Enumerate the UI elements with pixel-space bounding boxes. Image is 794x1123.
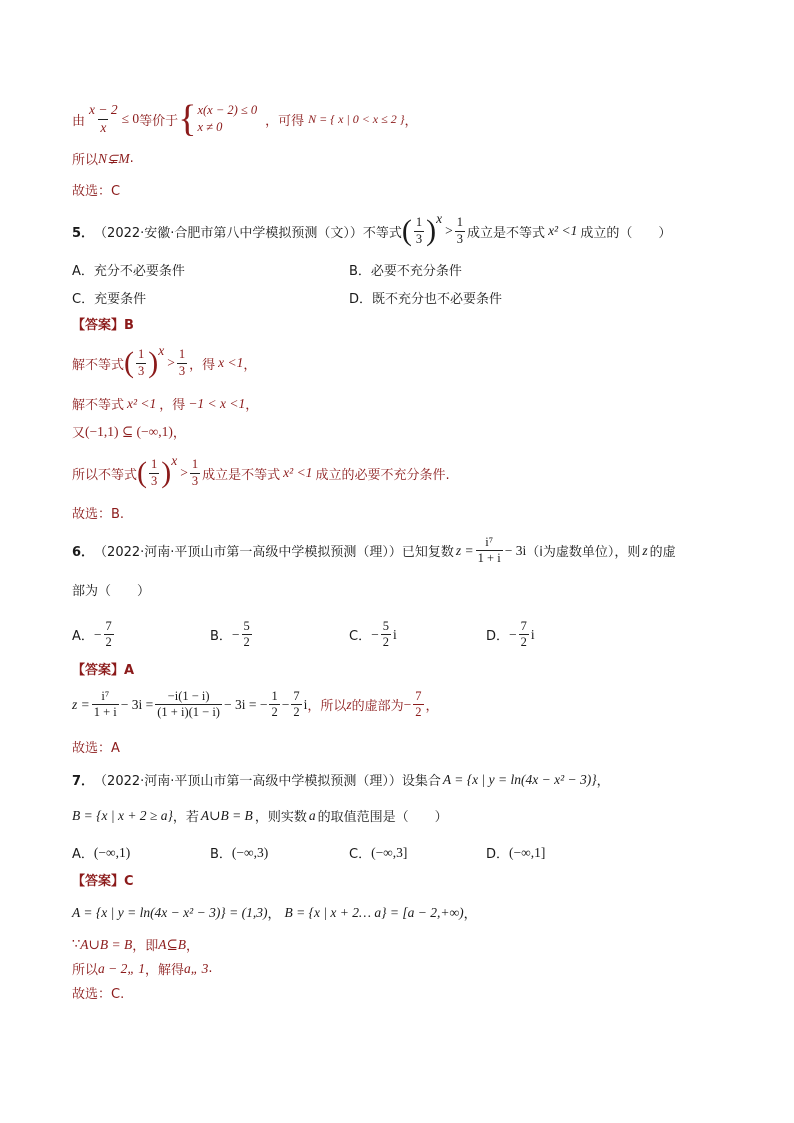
fraction-one-third-rhs: $\frac{1}{3}$ (456, 215, 464, 246)
text-can-get: ，可得 (265, 113, 305, 129)
text-you: 由 (72, 113, 86, 129)
inequality-system (197, 102, 257, 136)
q6-option-b[interactable]: B． − $\frac{5}{2}$ (210, 619, 250, 650)
q6-answer-label: 【答案】A (72, 663, 135, 678)
system-line-2: x ≠ 0 (197, 120, 223, 134)
q5-solution-line-2: 解不等式 x² <1 ，得 −1 < x <1 ， (72, 395, 259, 413)
q5-option-c[interactable]: C．充要条件 (72, 292, 147, 307)
relation-le-zero: ≤ 0 (121, 111, 140, 126)
question-source: （2022·安徽·合肥市第八中学模拟预测（文）） (94, 225, 363, 241)
inequality-x-squared: x² <1 (548, 223, 578, 238)
q6-option-a[interactable]: A． − $\frac{7}{2}$ (72, 619, 112, 650)
question-7-stem: 7． （2022·河南·平顶山市第一高级中学模拟预测（理）） 设集合 A = {x | y = ln(4x − x² − 3)} ， (72, 771, 610, 789)
q7-answer-label: 【答案】C (72, 874, 134, 889)
q5-final-choice: 故选：B. (72, 507, 125, 522)
final-choice-c: 故选：C (72, 184, 121, 199)
question-number: 6． (72, 545, 95, 561)
set-a-definition: A = {x | y = ln(4x − x² − 3)} (442, 771, 597, 787)
set-n: N = { x | 0 < x ≤ 2 } (308, 111, 405, 126)
fraction-x-minus-2-over-x: $\frac{x - 2}{x}$ (89, 102, 118, 135)
n-subset-m: N⊊M (98, 150, 130, 166)
question-source: （2022·河南·平顶山市第一高级中学模拟预测（理）） (94, 774, 402, 789)
q7-solution-line-2: ∵ A∪B = B ，即 A⊆B ， (72, 936, 200, 954)
q7-option-d[interactable]: D． (−∞,1] (486, 844, 546, 862)
q7-option-b[interactable]: B． (−∞,3) (210, 844, 269, 862)
question-number: 7． (72, 774, 95, 789)
q6-solution-line: z = $\frac{\text{i⁷}}{1 + i}$ − 3i = $\frac{-i(1 - i)}{(1 + i)(1 - i)}$ − 3i = − $\frac{1}{2}$ − $\frac{7}{2}$ i ，所以 z 的虚部为 − $\frac{7}{2}$ ， (72, 689, 439, 720)
text-equivalent: 等价于 (139, 113, 179, 129)
q5-solution-line-3: 又 (−1,1) ⊆ (−∞,1) ， (72, 423, 186, 441)
q7-solution-line-1: A = {x | y = ln(4x − x² − 3)} = (1,3) ， B = {x | x + 2… a} = [a − 2,+∞) ， (72, 904, 477, 922)
q7-option-c[interactable]: C． (−∞,3] (349, 844, 408, 862)
set-b-definition: B = {x | x + 2 ≥ a} (72, 807, 173, 823)
q7-solution-line-3: 所以 a − 2„ 1 ，解得 a„ 3 . (72, 960, 213, 978)
q5-solution-line-4: 所以不等式 ( $\frac{1}{3}$ ) $^x$ > $\frac{1}{3}$ 成立是不等式 x² <1 成立的必要不充分条件. (72, 453, 450, 489)
solution-line-equivalence: 由 $\frac{x - 2}{x}$ ≤ 0 等价于 { x(x − 2) ≤ 0 x ≠ 0 ，可得 N = { x | 0 < x ≤ 2 } ， (72, 98, 418, 140)
q7-final-choice: 故选：C. (72, 987, 125, 1002)
q6-option-c[interactable]: C． − $\frac{5}{2}$ i (349, 619, 397, 650)
fraction-one-third: $\frac{1}{3}$ (415, 215, 423, 246)
system-line-1: x(x − 2) ≤ 0 (197, 103, 258, 118)
question-6-stem-cont: 部为（ ） (72, 584, 151, 599)
q5-answer-label: 【答案】B (72, 318, 134, 333)
question-number: 5． (72, 225, 95, 241)
q5-option-a[interactable]: A．充分不必要条件 (72, 264, 185, 279)
q5-solution-line-1: 解不等式 ( $\frac{1}{3}$ ) $^x$ > $\frac{1}{3}$ ，得 x <1 ， (72, 343, 257, 379)
q6-option-d[interactable]: D． − $\frac{7}{2}$ i (486, 619, 535, 650)
left-brace-symbol: { (178, 98, 197, 140)
question-7-stem-cont: B = {x | x + 2 ≥ a} ，若 A∪B = B ，则实数 a 的取值范围是（ ） (72, 807, 448, 825)
solution-line-subset: 所以 N⊊M . (72, 150, 134, 168)
q6-final-choice: 故选：A (72, 741, 120, 756)
question-5-stem: 5． （2022·安徽·合肥市第八中学模拟预测（文）） 不等式 ( $\frac{1}{3}$ ) $^x$ > $\frac{1}{3}$ 成立是不等式 x² <1 成立的（ ） (72, 211, 672, 247)
fraction-i7-over-1-plus-i: $\frac{\text{i⁷}}{1 + i}$ (477, 535, 501, 566)
q5-option-d[interactable]: D．既不充分也不必要条件 (349, 292, 503, 307)
question-source: （2022·河南·平顶山市第一高级中学模拟预测（理）） (94, 545, 402, 561)
q7-option-a[interactable]: A． (−∞,1) (72, 844, 131, 862)
question-6-stem: 6． （2022·河南·平顶山市第一高级中学模拟预测（理）） 已知复数 z = $\frac{\text{i⁷}}{1 + i}$ − 3i （i为虚数单位），则 z 的虚 (72, 535, 676, 566)
q5-option-b[interactable]: B．必要不充分条件 (349, 264, 462, 279)
